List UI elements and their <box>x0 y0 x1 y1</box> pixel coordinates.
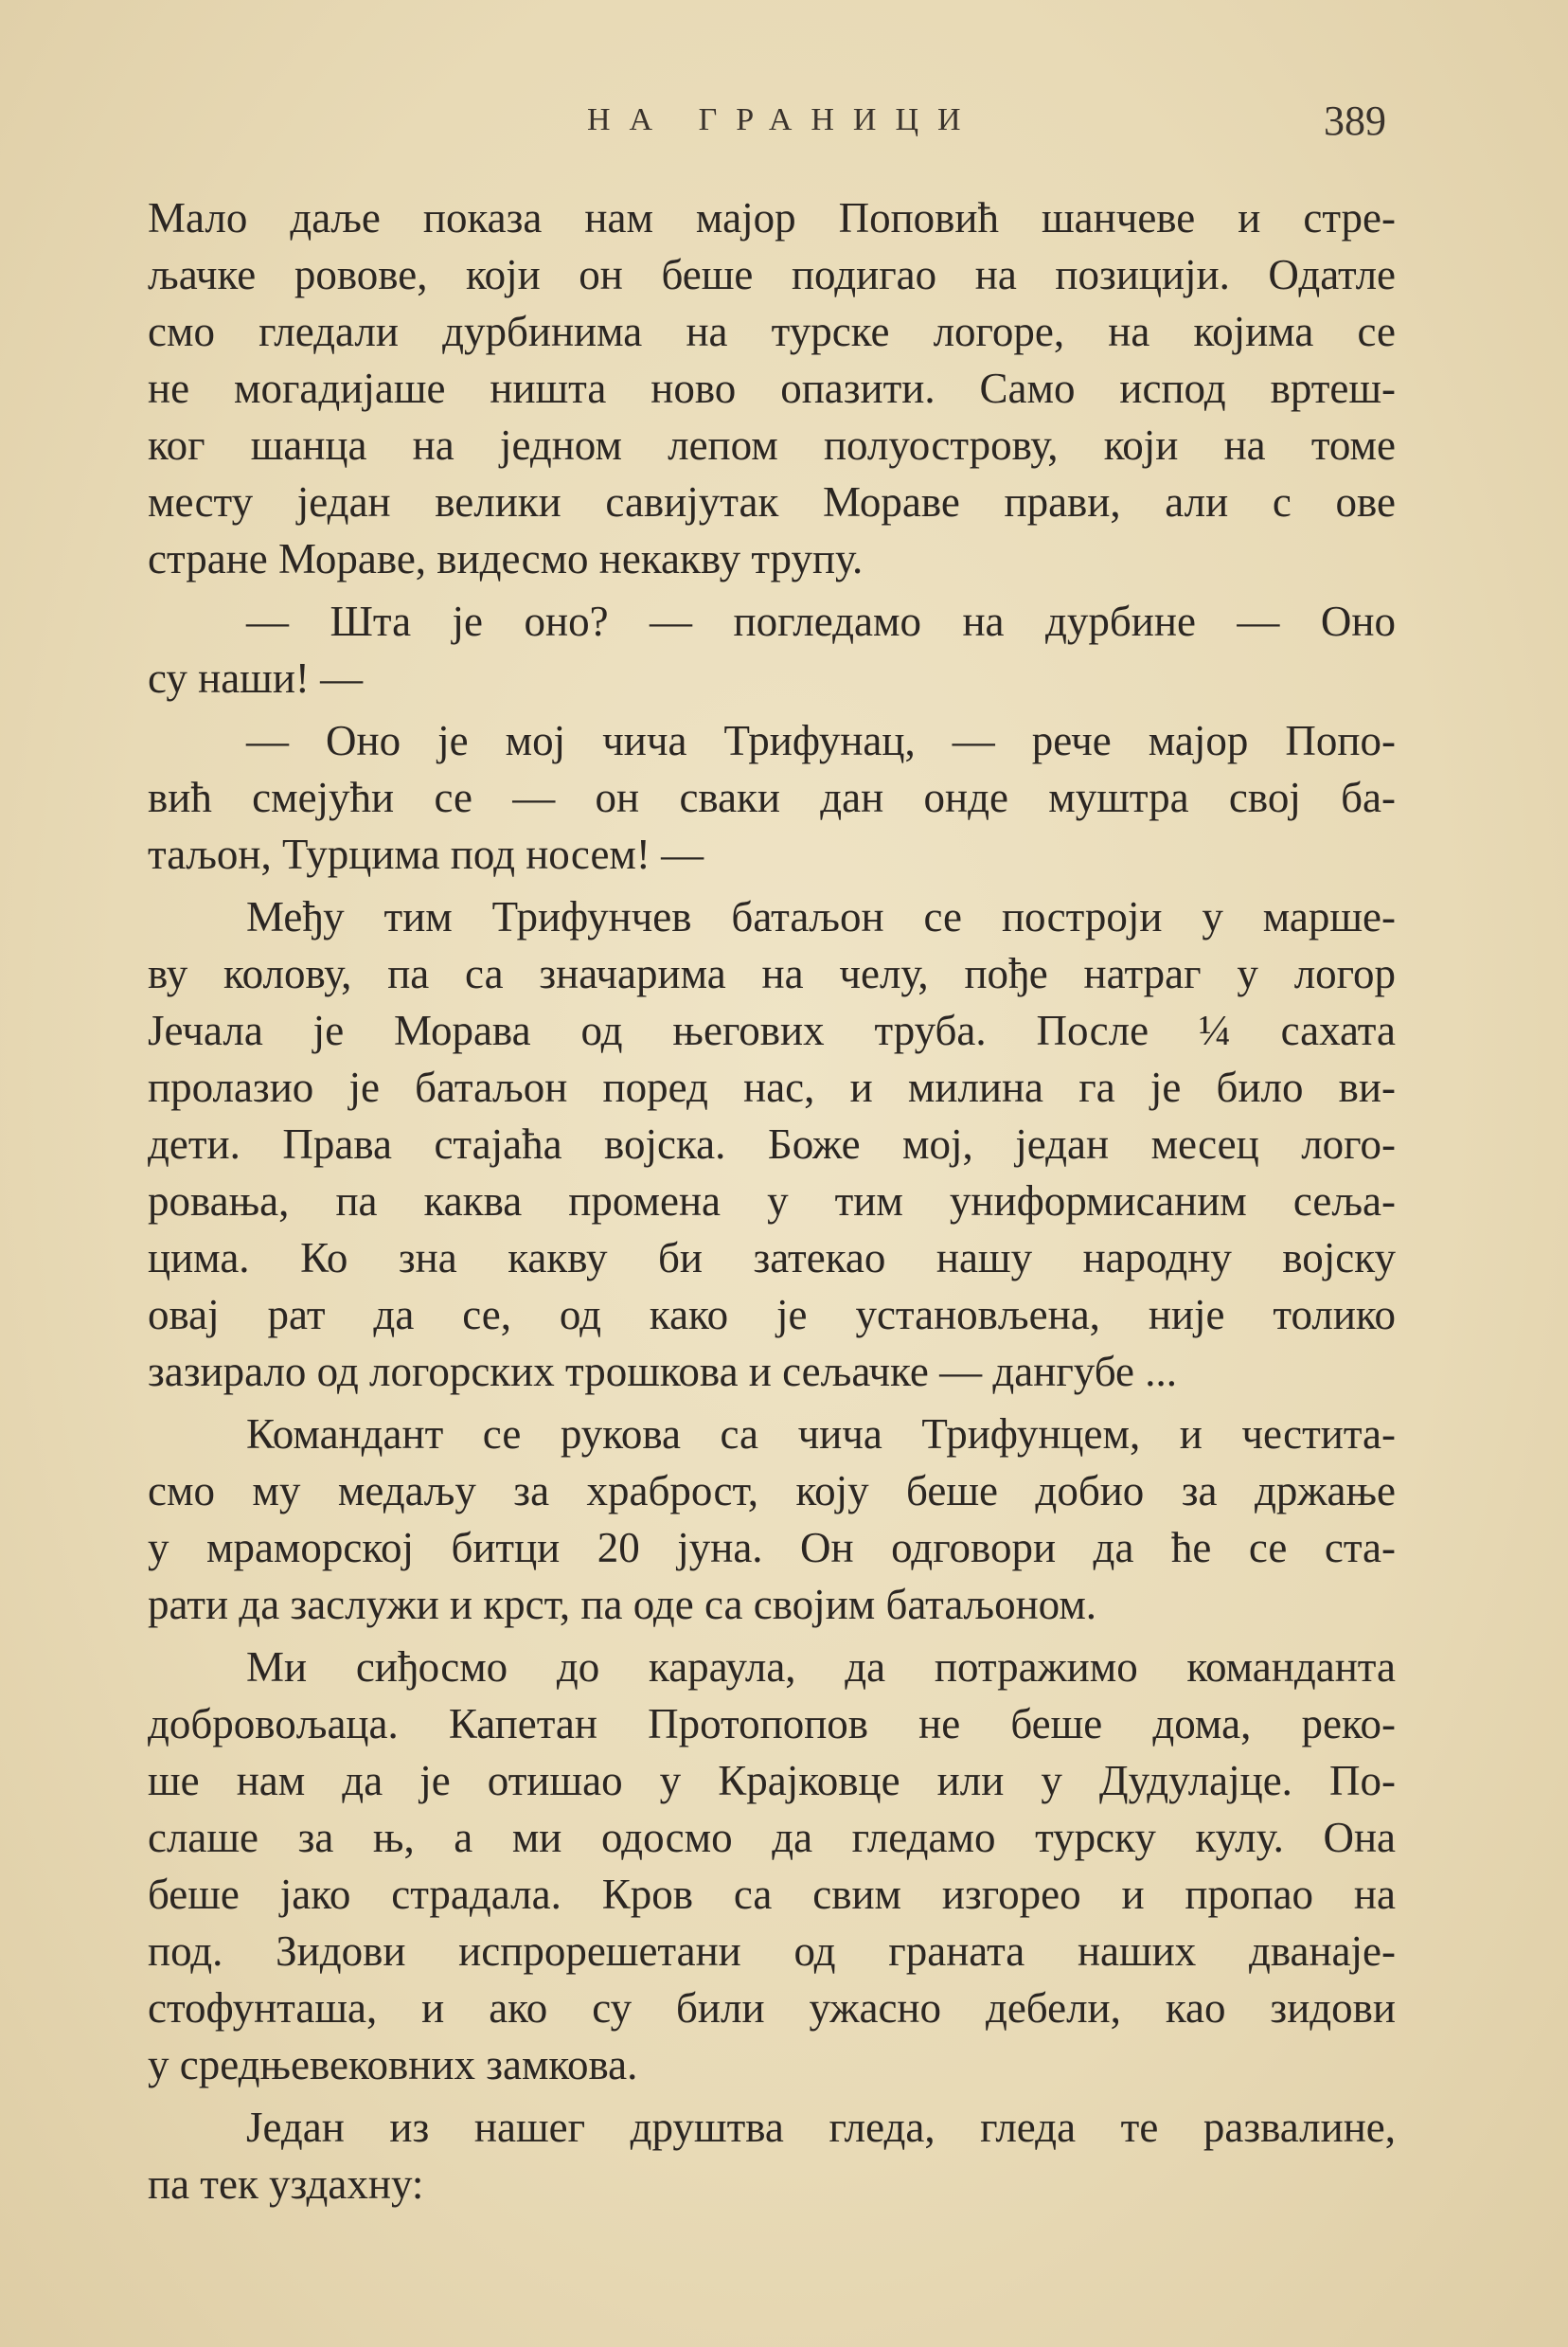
text-line: стране Мораве, видесмо некакву трупу. <box>148 535 864 582</box>
text-line: добровољаца. Капетан Протопопов не беше дома, реко- <box>148 1700 1396 1747</box>
paragraph <box>148 189 1396 587</box>
paragraph <box>148 1639 1396 2093</box>
body-text <box>148 189 1396 2218</box>
text-line: под. Зидови испрорешетани од граната наших дванаје- <box>148 1927 1396 1975</box>
text-line: зазирало од логорских трошкова и сељачке — дангубе ... <box>148 1348 1177 1395</box>
text-line: месту један велики савијутак Мораве прави, али с ове <box>148 478 1396 526</box>
text-line: — Оно је мој чича Трифунац, — рече мајор Попо- <box>246 717 1396 764</box>
paragraph <box>148 593 1396 707</box>
running-head <box>0 98 1568 159</box>
text-line: Командант се рукова са чича Трифунцем, и честита- <box>246 1410 1396 1458</box>
text-line: су наши! — <box>148 654 364 702</box>
text-line: Међу тим Трифунчев батаљон се построји у марше- <box>246 893 1396 941</box>
text-line: у мраморској битци 20 јуна. Он одговори да ће се ста- <box>148 1524 1396 1571</box>
text-line: у средњевековних замкова. <box>148 2041 638 2088</box>
text-line: вић смејући се — он сваки дан онде муштра свој ба- <box>148 774 1396 821</box>
page-number: 389 <box>1324 98 1386 144</box>
text-line: стофунташа, и ако су били ужасно дебели, као зидови <box>148 1984 1396 2032</box>
running-title: НА ГРАНИЦИ <box>587 102 980 137</box>
text-line: рати да заслужи и крст, па оде са својим батаљоном. <box>148 1581 1097 1628</box>
paragraph <box>148 712 1396 883</box>
text-line: цима. Ко зна какву би затекао нашу народну војску <box>148 1234 1396 1281</box>
text-line: дети. Права стајаћа војска. Боже мој, један месец лого- <box>148 1120 1396 1168</box>
text-line: ког шанца на једном лепом полуострову, који на томе <box>148 421 1396 469</box>
text-line: Мало даље показа нам мајор Поповић шанчеве и стре- <box>148 194 1396 242</box>
paragraph <box>148 888 1396 1400</box>
text-line: ше нам да је отишао у Крајковце или у Дудулајце. По- <box>148 1757 1396 1804</box>
text-line: таљон, Турцима под носем! — <box>148 831 704 878</box>
text-line: смо му медаљу за храброст, коју беше добио за држање <box>148 1467 1396 1514</box>
text-line: — Шта је оно? — погледамо на дурбине — Оно <box>246 598 1396 645</box>
text-line: беше јако страдала. Кров са свим изгорео и пропао на <box>148 1871 1396 1918</box>
text-line: ву колову, па са значарима на челу, пође натраг у логор <box>148 950 1396 997</box>
paragraph <box>148 1406 1396 1633</box>
text-line: слаше за њ, а ми одосмо да гледамо турску кулу. Она <box>148 1814 1396 1861</box>
text-line: смо гледали дурбинима на турске логоре, на којима се <box>148 308 1396 355</box>
text-line: Ми сиђосмо до караула, да потражимо команданта <box>246 1643 1396 1691</box>
text-line: Један из нашег друштва гледа, гледа те развалине, <box>246 2104 1396 2151</box>
text-line: не могадијаше ништа ново опазити. Само испод вртеш- <box>148 365 1396 412</box>
text-line: Јечала је Морава од његових труба. После ¼ сахата <box>148 1007 1396 1054</box>
text-line: љачке ровове, који он беше подигао на позицији. Одатле <box>148 251 1396 298</box>
text-line: овај рат да се, од како је установљена, није толико <box>148 1291 1396 1338</box>
text-line: пролазио је батаљон поред нас, и милина га је било ви- <box>148 1064 1396 1111</box>
paragraph <box>148 2099 1396 2213</box>
text-line: па тек уздахну: <box>148 2160 424 2208</box>
text-line: ровања, па каква промена у тим униформисаним сеља- <box>148 1177 1396 1225</box>
